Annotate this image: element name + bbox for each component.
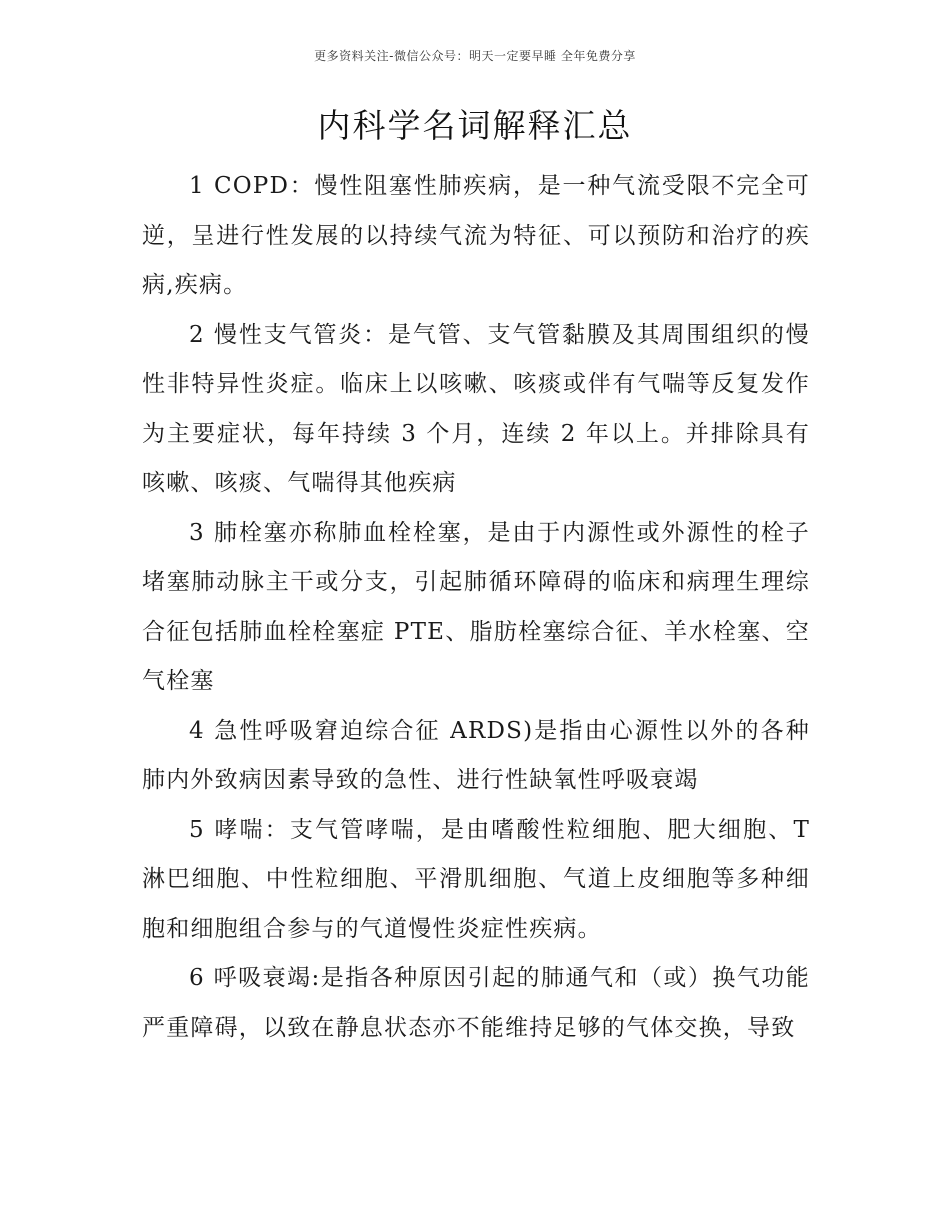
paragraph-pulmonary-embolism: 3 肺栓塞亦称肺血栓栓塞，是由于内源性或外源性的栓子堵塞肺动脉主干或分支，引起肺循环障碍的临床和病理生理综合征包括肺血栓栓塞症 PTE、脂肪栓塞综合征、羊水栓塞、空气栓塞 bbox=[142, 519, 810, 694]
paragraph-chronic-bronchitis: 2 慢性支气管炎：是气管、支气管黏膜及其周围组织的慢性非特异性炎症。临床上以咳嗽、咳痰或伴有气喘等反复发作为主要症状，每年持续 3 个月，连续 2 年以上。并排除具有咳嗽、咳痰、气喘得其他疾病 bbox=[142, 321, 810, 496]
paragraph-respiratory-failure: 6 呼吸衰竭:是指各种原因引起的肺通气和（或）换气功能严重障碍，以致在静息状态亦不能维持足够的气体交换，导致 bbox=[142, 965, 810, 1041]
page-header: 更多资料关注-微信公众号：明天一定要早睡 全年免费分享 bbox=[314, 49, 636, 63]
paragraph-copd: 1 COPD：慢性阻塞性肺疾病，是一种气流受限不完全可逆，呈进行性发展的以持续气流为特征、可以预防和治疗的疾病,疾病。 bbox=[142, 173, 810, 298]
paragraph-ards: 4 急性呼吸窘迫综合征 ARDS)是指由心源性以外的各种肺内外致病因素导致的急性、进行性缺氧性呼吸衰竭 bbox=[142, 717, 810, 793]
document-title: 内科学名词解释汇总 bbox=[317, 106, 633, 145]
paragraph-asthma: 5 哮喘：支气管哮喘，是由嗜酸性粒细胞、肥大细胞、T 淋巴细胞、中性粒细胞、平滑肌细胞、气道上皮细胞等多种细胞和细胞组合参与的气道慢性炎症性疾病。 bbox=[142, 816, 810, 942]
document-body bbox=[142, 162, 810, 1053]
